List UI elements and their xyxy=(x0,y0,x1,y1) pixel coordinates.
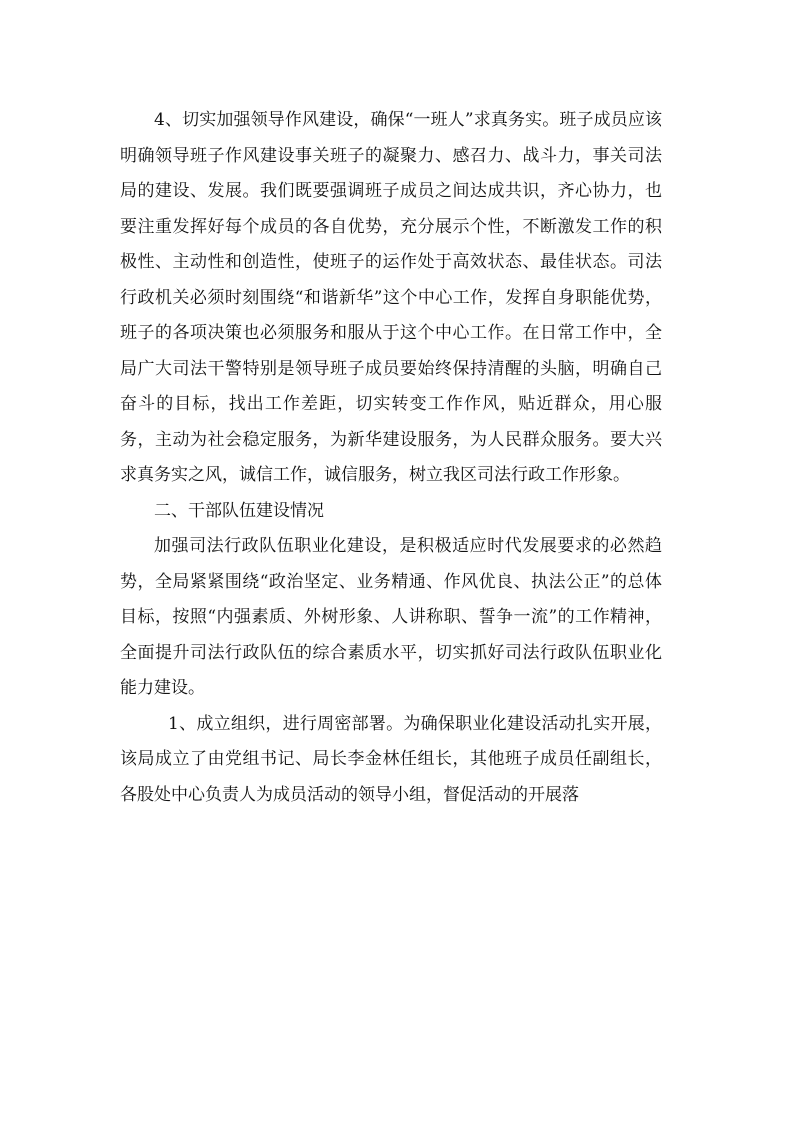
paragraph-leadership-style: 4、切实加强领导作风建设，确保“一班人”求真务实。班子成员应该明确领导班子作风建设事关班子的凝聚力、感召力、战斗力，事关司法局的建设、发展。我们既要强调班子成员之间达成共识，齐心协力，也要注重发挥好每个成员的各自优势，充分展示个性，不断激发工作的积极性、主动性和创造性，使班子的运作处于高效状态、最佳状态。司法行政机关必须时刻围绕“和谐新华”这个中心工作，发挥自身职能优势，班子的各项决策也必须服务和服从于这个中心工作。在日常工作中，全局广大司法干警特别是领导班子成员要始终保持清醒的头脑，明确自己奋斗的目标，找出工作差距，切实转变工作作风，贴近群众，用心服务，主动为社会稳定服务，为新华建设服务，为人民群众服务。要大兴求真务实之风，诚信工作，诚信服务，树立我区司法行政工作形象。 xyxy=(120,110,662,485)
paragraph-establish-organization: 1、成立组织，进行周密部署。为确保职业化建设活动扎实开展，该局成立了由党组书记、局长李金林任组长，其他班子成员任副组长，各股处中心负责人为成员活动的领导小组，督促活动的开展落 xyxy=(120,713,662,805)
paragraph-professionalization: 加强司法行政队伍职业化建设，是积极适应时代发展要求的必然趋势，全局紧紧围绕“政治坚定、业务精通、作风优良、执法公正”的总体目标，按照“内强素质、外树形象、人讲称职、誓争一流”的工作精神，全面提升司法行政队伍的综合素质水平，切实抓好司法行政队伍职业化能力建设。 xyxy=(120,536,662,698)
section-heading-team-building: 二、干部队伍建设情况 xyxy=(154,500,324,521)
